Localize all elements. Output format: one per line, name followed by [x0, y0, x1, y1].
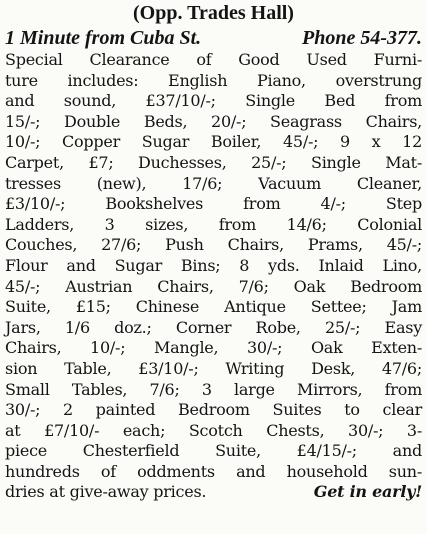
final-line-text: dries at give-away prices. — [5, 482, 207, 502]
ad-line: ture includes: English Piano, overstrung — [5, 70, 422, 90]
ad-line: Couches, 27/6; Push Chairs, Prams, 45/-; — [5, 235, 422, 255]
phone-number: Phone 54-377. — [302, 27, 422, 49]
closing-emphasis: Get in early! — [313, 482, 422, 502]
ad-line: Flour and Sugar Bins; 8 yds. Inlaid Lino, — [5, 255, 422, 275]
ad-line: Special Clearance of Good Used Furni- — [5, 50, 422, 69]
ad-line: 45/-; Austrian Chairs, 7/6; Oak Bedroom — [5, 276, 422, 296]
ad-line: and sound, £37/10/-; Single Bed from — [5, 91, 422, 111]
ad-line: at £7/10/- each; Scotch Chests, 30/-; 3- — [5, 420, 422, 440]
ad-line: 15/-; Double Beds, 20/-; Seagrass Chairs, — [5, 111, 422, 131]
ad-line: hundreds of oddments and household sun- — [5, 461, 422, 481]
ad-line: 10/-; Copper Sugar Boiler, 45/-; 9 x 12 — [5, 132, 422, 152]
ad-final-line — [5, 482, 422, 503]
ad-header: (Opp. Trades Hall) — [133, 2, 294, 24]
ad-line: Jars, 1/6 doz.; Corner Robe, 25/-; Easy — [5, 317, 422, 337]
ad-body — [5, 50, 422, 503]
ad-line: 30/-; 2 painted Bedroom Suites to clear — [5, 400, 422, 420]
ad-line: Small Tables, 7/6; 3 large Mirrors, from — [5, 379, 422, 399]
ad-line: tresses (new), 17/6; Vacuum Cleaner, — [5, 173, 422, 193]
location-line: 1 Minute from Cuba St. — [5, 27, 202, 49]
ad-line: £3/10/-; Bookshelves from 4/-; Step — [5, 194, 422, 214]
ad-line: Chairs, 10/-; Mangle, 30/-; Oak Exten- — [5, 338, 422, 358]
ad-line: Suite, £15; Chinese Antique Settee; Jam — [5, 297, 422, 317]
ad-line: sion Table, £3/10/-; Writing Desk, 47/6; — [5, 358, 422, 378]
ad-subheader — [5, 26, 422, 50]
ad-line: Carpet, £7; Duchesses, 25/-; Single Mat- — [5, 152, 422, 172]
ad-line: Ladders, 3 sizes, from 14/6; Colonial — [5, 214, 422, 234]
ad-line: piece Chesterfield Suite, £4/15/-; and — [5, 441, 422, 461]
